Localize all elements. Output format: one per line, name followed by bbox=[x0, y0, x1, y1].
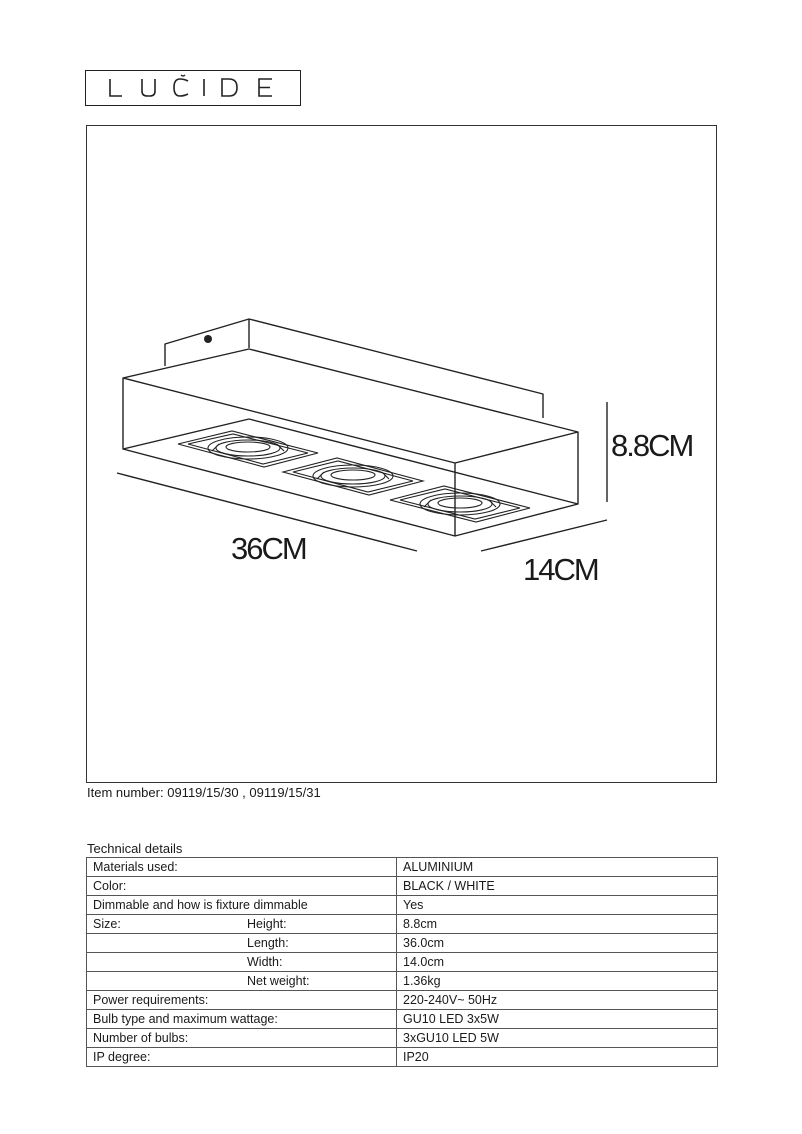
spec-label-cell bbox=[87, 1048, 397, 1067]
spec-row bbox=[87, 972, 718, 991]
brand-logo bbox=[85, 70, 301, 106]
spec-value: BLACK / WHITE bbox=[397, 877, 718, 896]
spec-row bbox=[87, 991, 718, 1010]
spec-label-cell bbox=[87, 991, 397, 1010]
spec-row bbox=[87, 896, 718, 915]
spec-label-cell bbox=[87, 858, 397, 877]
spec-value: GU10 LED 3x5W bbox=[397, 1010, 718, 1029]
spec-row bbox=[87, 858, 718, 877]
spec-value: Yes bbox=[397, 896, 718, 915]
spec-label-cell bbox=[87, 972, 397, 991]
spec-label: Bulb type and maximum wattage: bbox=[93, 1012, 278, 1026]
spec-label: Materials used: bbox=[93, 860, 178, 874]
spotlight-2 bbox=[283, 458, 423, 495]
spec-label-cell bbox=[87, 953, 397, 972]
spec-row bbox=[87, 934, 718, 953]
spec-sublabel: Width: bbox=[247, 955, 283, 969]
spec-row bbox=[87, 877, 718, 896]
spotlight-3 bbox=[390, 486, 530, 522]
width-label: 14CM bbox=[523, 552, 598, 587]
spec-label: Size: bbox=[93, 917, 121, 931]
spec-label: Power requirements: bbox=[93, 993, 209, 1007]
spec-label-cell bbox=[87, 915, 397, 934]
spec-label-cell bbox=[87, 896, 397, 915]
product-drawing bbox=[86, 125, 717, 783]
spec-value: 36.0cm bbox=[397, 934, 718, 953]
technical-details-table bbox=[86, 857, 718, 1067]
spec-label-cell bbox=[87, 877, 397, 896]
spec-label-cell bbox=[87, 1010, 397, 1029]
spec-sublabel: Net weight: bbox=[247, 974, 310, 988]
spec-label: Dimmable and how is fixture dimmable bbox=[93, 898, 308, 912]
brand-logo-mark bbox=[86, 71, 299, 104]
spec-row bbox=[87, 1048, 718, 1067]
spec-value: ALUMINIUM bbox=[397, 858, 718, 877]
spec-row bbox=[87, 953, 718, 972]
length-label: 36CM bbox=[231, 531, 306, 566]
item-number-row bbox=[87, 785, 321, 800]
spec-row bbox=[87, 1029, 718, 1048]
spec-value: 1.36kg bbox=[397, 972, 718, 991]
height-label: 8.8CM bbox=[611, 428, 693, 463]
fixture-line-drawing bbox=[87, 126, 718, 784]
spec-label: Number of bulbs: bbox=[93, 1031, 189, 1045]
spec-label: IP degree: bbox=[93, 1050, 151, 1064]
spec-value: 8.8cm bbox=[397, 915, 718, 934]
spec-label-cell bbox=[87, 934, 397, 953]
spec-sublabel: Height: bbox=[247, 917, 287, 931]
technical-details-title: Technical details bbox=[87, 841, 183, 856]
spec-value: IP20 bbox=[397, 1048, 718, 1067]
spec-value: 14.0cm bbox=[397, 953, 718, 972]
spec-label: Color: bbox=[93, 879, 127, 893]
spotlight-1 bbox=[178, 431, 318, 467]
spec-label-cell bbox=[87, 1029, 397, 1048]
spec-value: 220-240V~ 50Hz bbox=[397, 991, 718, 1010]
item-number-value: 09119/15/30 , 09119/15/31 bbox=[167, 785, 321, 800]
spec-row bbox=[87, 1010, 718, 1029]
item-number-label: Item number: bbox=[87, 785, 164, 800]
spec-value: 3xGU10 LED 5W bbox=[397, 1029, 718, 1048]
spec-sublabel: Length: bbox=[247, 936, 289, 950]
spec-row bbox=[87, 915, 718, 934]
